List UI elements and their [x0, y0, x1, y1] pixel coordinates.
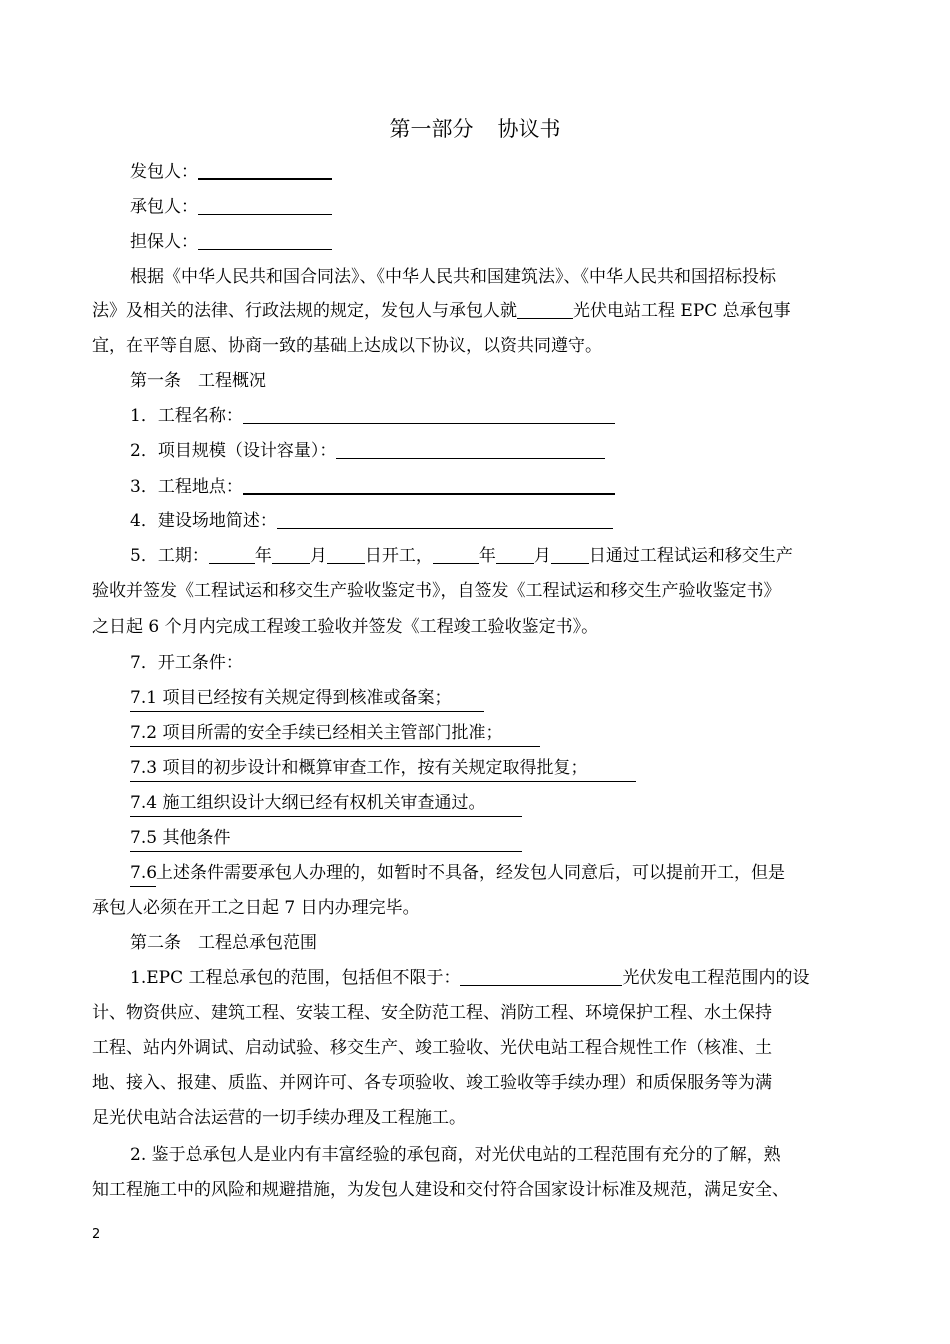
condition-7-2: 7.2 项目所需的安全手续已经相关主管部门批准；: [130, 720, 860, 747]
item-construction-period: 5．工期： 年 月 日开工， 年 月 日通过工程试运和移交生产: [130, 543, 860, 569]
project-name-field[interactable]: [243, 403, 615, 424]
scope-line-5: 足光伏电站合法运营的一切手续办理及工程施工。: [92, 1108, 466, 1128]
condition-7-6-line-2: 承包人必须在开工之日起 7 日内办理完毕。: [92, 898, 420, 918]
scope-line-2: 计、物资供应、建筑工程、安装工程、安全防范工程、消防工程、环境保护工程、水土保持: [92, 1003, 772, 1023]
party-contractor: 承包人：: [130, 194, 860, 220]
project-name-blank[interactable]: [517, 298, 573, 319]
article-1-heading: 第一条 工程概况: [130, 371, 266, 391]
item-project-name: 1．工程名称：: [130, 403, 860, 429]
party-employer: 发包人：: [130, 158, 860, 185]
condition-7-5: 7.5 其他条件: [130, 825, 860, 852]
condition-7-4: 7.4 施工组织设计大纲已经有权机关审查通过。: [130, 790, 860, 817]
condition-7-6: 7.6上述条件需要承包人办理的，如暂时不具备，经发包人同意后，可以提前开工，但是: [130, 860, 860, 887]
article-2-heading: 第二条 工程总承包范围: [130, 933, 317, 953]
title-name: 协议书: [497, 117, 561, 141]
project-location-field[interactable]: [243, 473, 615, 495]
condition-7-3: 7.3 项目的初步设计和概算审查工作，按有关规定取得批复；: [130, 755, 860, 782]
condition-7-1: 7.1 项目已经按有关规定得到核准或备案；: [130, 685, 860, 712]
end-year-blank[interactable]: [433, 543, 479, 564]
guarantor-blank[interactable]: [198, 229, 332, 250]
project-scale-field[interactable]: [336, 438, 605, 459]
end-month-blank[interactable]: [496, 543, 534, 564]
scope-blank[interactable]: [460, 965, 622, 986]
page-title: [0, 114, 950, 144]
item-site-description: 4．建设场地简述：: [130, 508, 860, 534]
period-line-3: 之日起 6 个月内完成工程竣工验收并签发《工程竣工验收鉴定书》。: [92, 617, 599, 637]
conditions-heading: 7．开工条件：: [130, 653, 243, 673]
end-day-blank[interactable]: [551, 543, 589, 564]
intro-line-1: 根据《中华人民共和国合同法》、《中华人民共和国建筑法》、《中华人民共和国招标投标: [130, 267, 776, 287]
party-guarantor: 担保人：: [130, 229, 860, 255]
scope-line-3: 工程、站内外调试、启动试验、移交生产、竣工验收、光伏电站工程合规性工作（核准、土: [92, 1038, 772, 1058]
intro-line-3: 宜，在平等自愿、协商一致的基础上达成以下协议，以资共同遵守。: [92, 336, 602, 356]
start-year-blank[interactable]: [209, 543, 255, 564]
title-part: 第一部分: [389, 117, 474, 141]
scope-line-1: 1.EPC 工程总承包的范围，包括但不限于： 光伏发电工程范围内的设: [130, 965, 860, 991]
scope-p2-line-1: 2. 鉴于总承包人是业内有丰富经验的承包商，对光伏电站的工程范围有充分的了解，熟: [130, 1145, 781, 1165]
start-month-blank[interactable]: [272, 543, 310, 564]
scope-p2-line-2: 知工程施工中的风险和规避措施，为发包人建设和交付符合国家设计标准及规范，满足安全、: [92, 1180, 789, 1200]
page-number: 2: [92, 1227, 101, 1242]
contractor-blank[interactable]: [198, 194, 332, 215]
start-day-blank[interactable]: [327, 543, 365, 564]
site-description-field[interactable]: [277, 508, 613, 529]
period-line-2: 验收并签发《工程试运和移交生产验收鉴定书》，自签发《工程试运和移交生产验收鉴定书》: [92, 581, 781, 601]
employer-blank[interactable]: [198, 158, 332, 180]
item-project-location: 3．工程地点：: [130, 473, 860, 500]
item-project-scale: 2．项目规模（设计容量）：: [130, 438, 860, 464]
intro-line-2: 法》及相关的法律、行政法规的规定，发包人与承包人就 光伏电站工程 EPC 总承包事: [92, 298, 860, 324]
scope-line-4: 地、接入、报建、质监、并网许可、各专项验收、竣工验收等手续办理）和质保服务等为满: [92, 1073, 772, 1093]
